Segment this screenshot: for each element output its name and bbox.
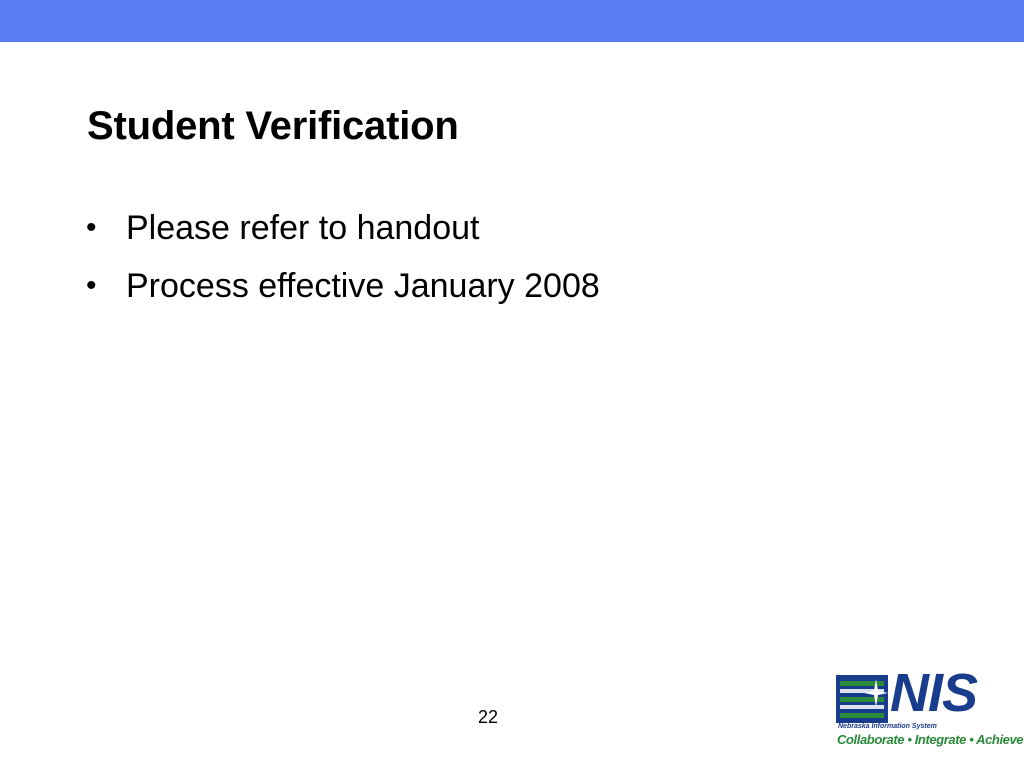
- logo-tagline: Collaborate • Integrate • Achieve: [837, 732, 1024, 747]
- nebraska-map-icon: [836, 675, 888, 723]
- header-bar: [0, 0, 1024, 42]
- slide-title: Student Verification: [87, 104, 459, 148]
- bullet-item: [86, 205, 600, 251]
- bullet-text: Please refer to handout: [126, 209, 480, 247]
- bullet-list: [86, 205, 600, 321]
- bullet-text: Process effective January 2008: [126, 267, 600, 305]
- page-number: 22: [478, 707, 499, 727]
- bullet-item: [86, 263, 600, 309]
- bullet-dot: •: [86, 211, 97, 244]
- bullet-dot: •: [86, 269, 97, 302]
- logo-wordmark: NIS: [890, 663, 978, 723]
- logo-subtitle: Nebraska Information System: [838, 723, 937, 730]
- nis-logo: [836, 663, 1024, 753]
